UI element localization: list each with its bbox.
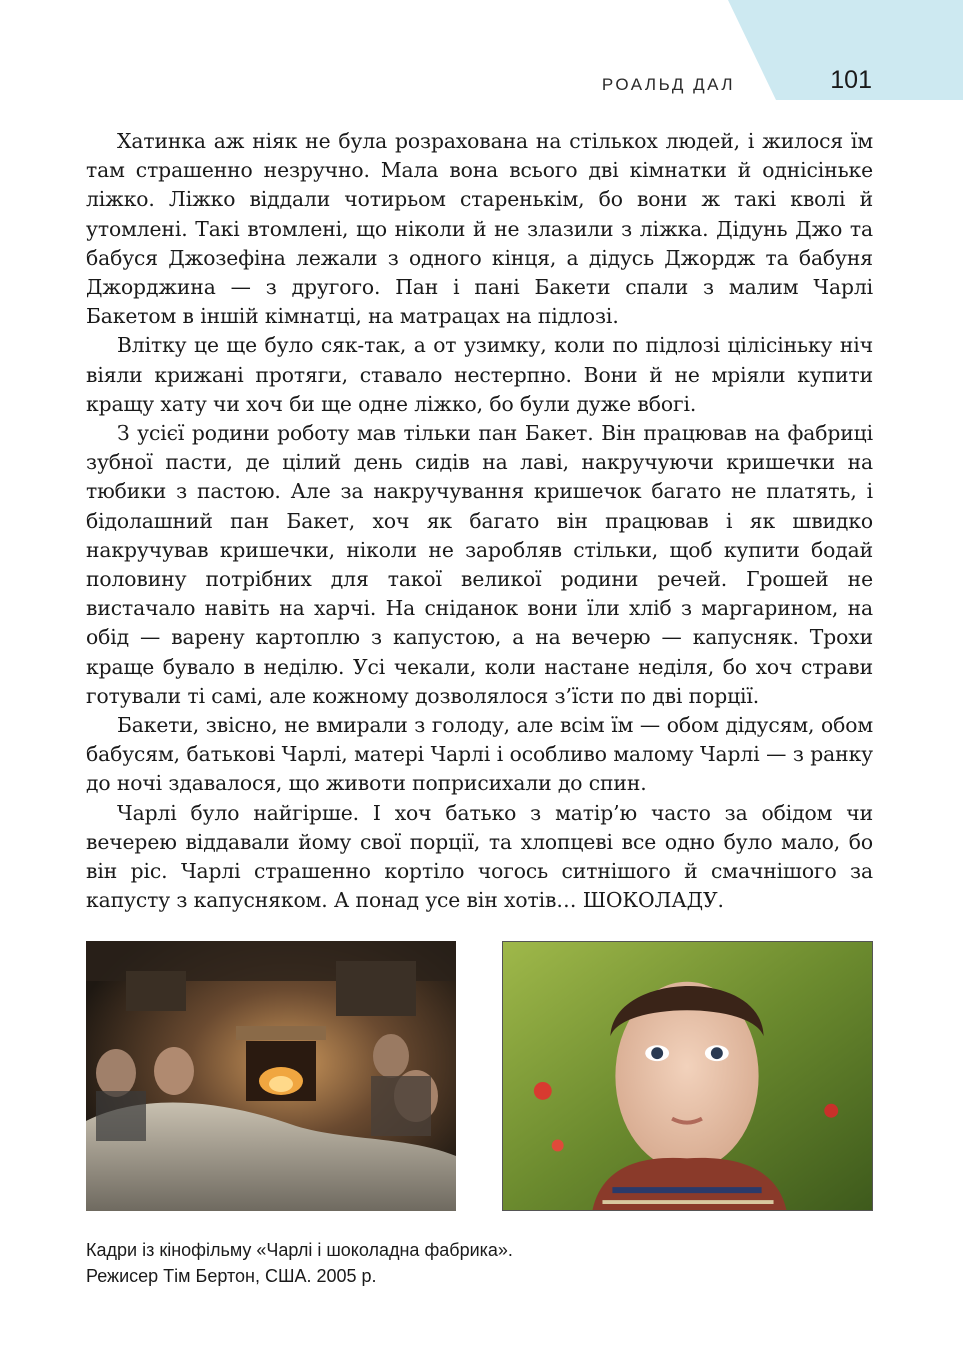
caption-line-1: Кадри із кінофільму «Чарлі і шоколадна фабрика».	[86, 1240, 513, 1260]
page-number: 101	[830, 66, 872, 94]
running-head: РОАЛЬД ДАЛ	[601, 75, 735, 94]
paragraph: Влітку це ще було сяк-так, а от узимку, коли по підлозі цілісіньку ніч віяли крижані протяги, ставало нестерпно. Вони й не мріяли купити кращу хату чи хоч би ще одне ліжко, бо були дуже вбогі.	[86, 333, 873, 416]
paragraph: Бакети, звісно, не вмирали з голоду, але всім їм — обом дідусям, обом бабусям, батькові Чарлі, матері Чарлі і особливо малому Чарлі — з ранку до ночі здавалося, що животи поприсихали до спин.	[86, 713, 873, 796]
paragraph: Чарлі було найгірше. І хоч батько з матір’ю часто за обідом чи вечерею віддавали йому свої порції, та хлопцеві все одно було мало, бо він ріс. Чарлі страшенно кортіло чогось ситнішого й смачнішого за капусту з капусняком. А понад усе він хотів… ШОКОЛАДУ.	[86, 800, 873, 913]
film-still-charlie-portrait	[502, 941, 873, 1211]
film-still-family-in-bed	[86, 941, 456, 1211]
main-text	[86, 127, 873, 915]
caption-line-2: Режисер Тім Бертон, США. 2005 р.	[86, 1266, 377, 1286]
paragraph: З усієї родини роботу мав тільки пан Бакет. Він працював на фабриці зубної пасти, де цілий день сидів на лаві, накручуючи кришечки на тюбики з пастою. Але за накручування кришечок багато не платять, і бідолашний пан Бакет, хоч як багато він працював і як швидко накручував кришечки, ніколи не заробляв стільки, щоб купити бодай половину потрібних для такої великої родини речей. Грошей не вистачало навіть на харчі. На сніданок вони їли хліб з маргарином, на обід — варену картоплю з капустою, а на вечерю — капусняк. Трохи краще бувало в неділю. Усі чекали, коли настане неділя, бо хоч страви готували ті самі, але кожному дозволялося з’їсти по дві порції.	[86, 421, 873, 708]
paragraph: Хатинка аж ніяк не була розрахована на стількох людей, і жилося їм там страшенно незручно. Мала вона всього дві кімнатки й однісіньке ліжко. Ліжко віддали чотирьом старенькім, бо вони ж такі кволі й утомлені. Такі втомлені, що ніколи й не злазили з ліжка. Дідунь Джо та бабуся Джозефіна лежали з одного кінця, а дідусь Джордж та бабуня Джорджина — з другого. Пан і пані Бакети спали з малим Чарлі Бакетом в іншій кімнатці, на матрацах на підлозі.	[86, 129, 873, 329]
photo-caption	[86, 1237, 786, 1289]
